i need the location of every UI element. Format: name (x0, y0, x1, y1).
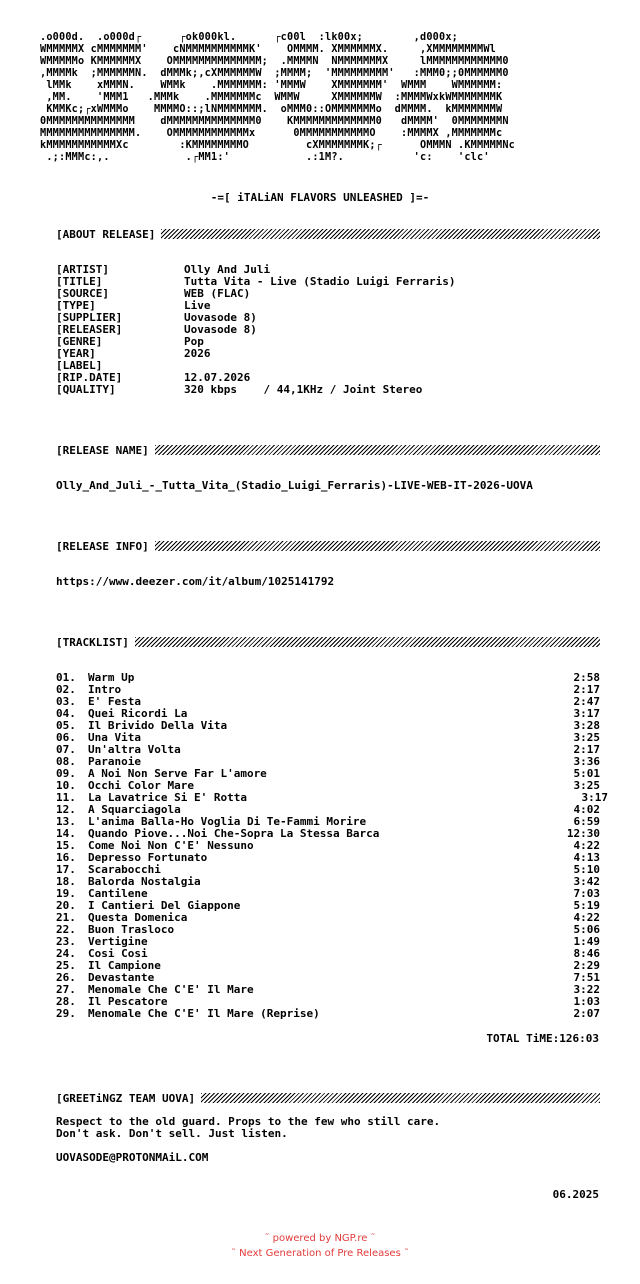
track-title: Una Vita (88, 731, 141, 744)
track-duration: 7:51 (573, 971, 600, 984)
track-title: Scarabocchi (88, 863, 161, 876)
about-key: [TITLE] (56, 275, 103, 288)
about-row (56, 288, 456, 300)
track-duration: 4:02 (573, 803, 600, 816)
track-duration: 5:10 (573, 863, 600, 876)
track-title: Occhi Color Mare (88, 779, 194, 792)
track-number: 20. (56, 899, 76, 912)
track-number: 24. (56, 947, 76, 960)
section-header-tracklist (56, 636, 600, 648)
about-row (56, 336, 456, 348)
about-value: Tutta Vita - Live (Stadio Luigi Ferraris) (184, 275, 456, 288)
track-number: 29. (56, 1007, 76, 1020)
track-title: La Lavatrice Si E' Rotta (88, 791, 247, 804)
track-title: Warm Up (88, 671, 135, 684)
section-divider (155, 445, 600, 455)
track-title: Quando Piove...Noi Che-Sopra La Stessa Barca (88, 827, 380, 840)
section-label: [RELEASE INFO] (56, 539, 149, 553)
track-number: 11. (56, 791, 76, 804)
track-number: 02. (56, 683, 76, 696)
section-label: [RELEASE NAME] (56, 443, 149, 457)
track-duration: 5:19 (573, 899, 600, 912)
about-key: [RELEASER] (56, 323, 123, 336)
track-duration: 4:22 (573, 839, 600, 852)
about-key: [QUALITY] (56, 383, 116, 396)
track-title: Il Brivido Della Vita (88, 719, 228, 732)
about-value: 12.07.2026 (184, 371, 251, 384)
about-key: [LABEL] (56, 359, 103, 372)
track-duration: 7:03 (573, 887, 600, 900)
section-label: [GREETiNGZ TEAM UOVA] (56, 1091, 196, 1105)
track-title: Questa Domenica (88, 911, 188, 924)
about-row (56, 384, 456, 396)
track-title: Balorda Nostalgia (88, 875, 201, 888)
track-number: 08. (56, 755, 76, 768)
track-number: 15. (56, 839, 76, 852)
track-number: 09. (56, 767, 76, 780)
track-title: L'anima Balla-Ho Voglia Di Te-Fammi Morire (88, 815, 367, 828)
track-title: E' Festa (88, 695, 141, 708)
track-duration: 2:07 (573, 1007, 600, 1020)
track-title: A Noi Non Serve Far L'amore (88, 767, 267, 780)
section-header-greetings (56, 1092, 600, 1104)
section-divider (155, 541, 600, 551)
tagline: -=[ iTALiAN FLAVORS UNLEASHED ]=- (210, 191, 430, 204)
track-number: 07. (56, 743, 76, 756)
track-title: Il Campione (88, 959, 161, 972)
track-row (56, 672, 608, 684)
track-number: 04. (56, 707, 76, 720)
section-label: [TRACKLIST] (56, 635, 129, 649)
section-divider (135, 637, 600, 647)
signature-date: 06.2025 (552, 1188, 599, 1201)
track-title: Un'altra Volta (88, 743, 181, 756)
track-duration: 2:17 (573, 743, 600, 756)
track-title: A Squarciagola (88, 803, 181, 816)
track-number: 21. (56, 911, 76, 924)
about-row (56, 276, 456, 288)
track-duration: 1:03 (573, 995, 600, 1008)
track-title: Paranoie (88, 755, 141, 768)
track-number: 01. (56, 671, 76, 684)
about-value: Uovasode 8) (184, 323, 257, 336)
track-number: 05. (56, 719, 76, 732)
track-number: 22. (56, 923, 76, 936)
about-row (56, 324, 456, 336)
about-key: [GENRE] (56, 335, 103, 348)
track-title: Intro (88, 683, 122, 696)
track-duration: 3:42 (573, 875, 600, 888)
track-number: 27. (56, 983, 76, 996)
track-title: I Cantieri Del Giappone (88, 899, 241, 912)
track-number: 06. (56, 731, 76, 744)
section-header-release-info (56, 540, 600, 552)
about-key: [RIP.DATE] (56, 371, 123, 384)
about-value: 2026 (184, 347, 211, 360)
greetings-line-1: Respect to the old guard. Props to the few who still care. (56, 1115, 441, 1128)
about-value: Uovasode 8) (184, 311, 257, 324)
track-duration: 4:22 (573, 911, 600, 924)
track-number: 25. (56, 959, 76, 972)
tracklist (56, 672, 608, 1020)
about-key: [SOURCE] (56, 287, 109, 300)
track-number: 12. (56, 803, 76, 816)
track-duration: 8:46 (573, 947, 600, 960)
section-header-release-name (56, 444, 600, 456)
about-value: Olly And Juli (184, 263, 271, 276)
track-title: Depresso Fortunato (88, 851, 208, 864)
greetings-line-2: Don't ask. Don't sell. Just listen. (56, 1127, 288, 1140)
track-duration: 2:58 (573, 671, 600, 684)
track-duration: 5:06 (573, 923, 600, 936)
section-divider (161, 229, 600, 239)
about-value: WEB (FLAC) (184, 287, 251, 300)
track-title: Menomale Che C'E' Il Mare (Reprise) (88, 1007, 320, 1020)
track-number: 28. (56, 995, 76, 1008)
about-key: [ARTIST] (56, 263, 109, 276)
footer-powered-by[interactable]: ˜ powered by NGP.re ˜ (264, 1233, 376, 1244)
track-title: Menomale Che C'E' Il Mare (88, 983, 254, 996)
about-value: Live (184, 299, 211, 312)
track-duration: 6:59 (573, 815, 600, 828)
track-duration: 3:25 (573, 731, 600, 744)
track-title: Devastante (88, 971, 155, 984)
track-title: Vertigine (88, 935, 148, 948)
track-number: 16. (56, 851, 76, 864)
release-info-link[interactable]: https://www.deezer.com/it/album/1025141792 (56, 575, 335, 588)
footer-tagline: ˜ Next Generation of Pre Releases ˜ (231, 1248, 409, 1259)
track-number: 14. (56, 827, 76, 840)
track-number: 10. (56, 779, 76, 792)
track-duration: 1:49 (573, 935, 600, 948)
track-duration: 2:29 (573, 959, 600, 972)
total-time: TOTAL TiME:126:03 (486, 1032, 599, 1045)
track-duration: 2:47 (573, 695, 600, 708)
track-number: 03. (56, 695, 76, 708)
track-title: Cantilene (88, 887, 148, 900)
track-duration: 5:01 (573, 767, 600, 780)
track-duration: 3:28 (573, 719, 600, 732)
about-table (56, 264, 456, 396)
track-duration: 12:30 (566, 827, 600, 840)
section-divider (201, 1093, 600, 1103)
about-key: [SUPPLIER] (56, 311, 123, 324)
track-duration: 3:22 (573, 983, 600, 996)
ascii-logo: .o000d. .o000d┌ ┌ok000kl. ┌c00l :lk00x; ,d000x; WMMMMMX cMMMMMMM' cNMMMMMMMMMMK' OMMMM. XMMMMMMX. ,XMMMMMMMMWl WMMMMMo KMMMMMMX OMMMMMMMMMMMMMM; .MMMMN NMMMMMMMX lMMMMMMMMMMMM0 ,MMMMk ;MMMMMMN. dMMMk;,cXMMMMMMW ;MMMM; 'MMMMMMMMM' :MMM0;;0MMMMMM0 lMMk xMMMN. WMMk .MMMMMMM: 'MMMW XMMMMMMM' WMMM WMMMMMM: ,MM. 'MMM1 .MMMk .MMMMMMMc WMMW XMMMMMMW :MMMMWxkWMMMMMMMK KMMKc;┌xWMMMo MMMMO::;lNMMMMMMM. oMMM0::OMMMMMMMo dMMMM. kMMMMMMMW 0MMMMMMMMMMMMMM dMMMMMMMMMMMMMM0 KMMMMMMMMMMMMM0 dMMMM' 0MMMMMMMN MMMMMMMMMMMMMMM. OMMMMMMMMMMMMx 0MMMMMMMMMMMO :MMMMX ,MMMMMMMc kMMMMMMMMMMMXc :KMMMMMMMMO cXMMMMMMMK;┌ OMMMN .KMMMMMNc .;:MMMc:,. .┌MM1:' .:1M?. 'c: 'clc' (40, 32, 516, 163)
release-name: Olly_And_Juli_-_Tutta_Vita_(Stadio_Luigi_Ferraris)-LIVE-WEB-IT-2026-UOVA (56, 479, 533, 492)
track-duration: 4:13 (573, 851, 600, 864)
about-value: Pop (184, 335, 204, 348)
track-number: 13. (56, 815, 76, 828)
about-value: 320 kbps / 44,1KHz / Joint Stereo (184, 383, 423, 396)
track-number: 17. (56, 863, 76, 876)
track-title: Buon Trasloco (88, 923, 175, 936)
section-header-about (56, 228, 600, 240)
about-key: [YEAR] (56, 347, 96, 360)
track-duration: 2:17 (573, 683, 600, 696)
track-duration: 3:17 (581, 791, 608, 804)
contact-email[interactable]: UOVASODE@PROTONMAiL.COM (56, 1151, 209, 1164)
track-title: Quei Ricordi La (88, 707, 188, 720)
section-label: [ABOUT RELEASE] (56, 227, 156, 241)
track-row (56, 1008, 608, 1020)
about-key: [TYPE] (56, 299, 96, 312)
track-duration: 3:25 (573, 779, 600, 792)
track-number: 18. (56, 875, 76, 888)
track-duration: 3:36 (573, 755, 600, 768)
track-title: Come Noi Non C'E' Nessuno (88, 839, 254, 852)
track-duration: 3:17 (573, 707, 600, 720)
track-number: 26. (56, 971, 76, 984)
track-title: Il Pescatore (88, 995, 168, 1008)
about-row (56, 348, 456, 360)
track-number: 19. (56, 887, 76, 900)
track-number: 23. (56, 935, 76, 948)
track-title: Cosi Cosi (88, 947, 148, 960)
